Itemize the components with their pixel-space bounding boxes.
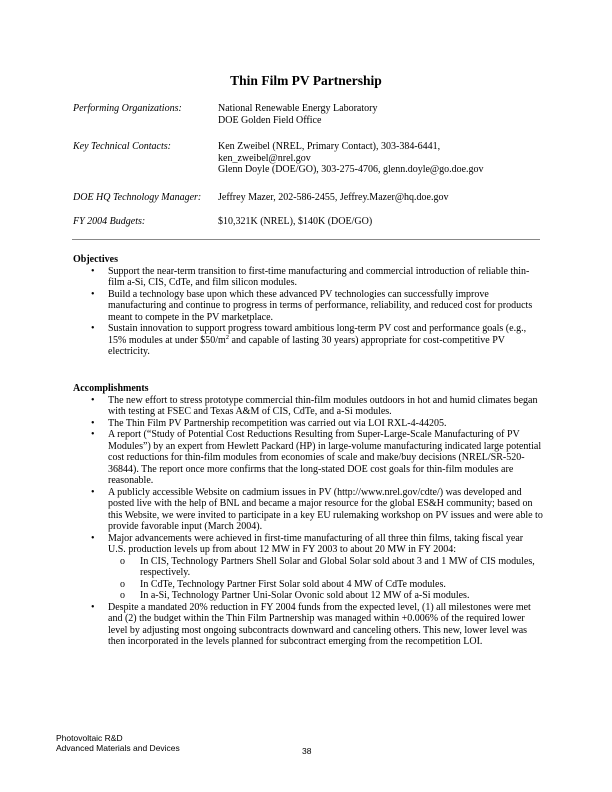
bullet-icon: • <box>91 486 95 498</box>
contacts-value <box>218 141 484 176</box>
objective-text-before: Sustain innovation to support progress toward ambitious long-term PV cost and performance goals (e.g., 15% modules at under $50/m <box>108 323 527 346</box>
accomplishment-item <box>73 533 543 602</box>
footer <box>56 733 180 753</box>
bullet-icon: • <box>91 532 95 544</box>
sub-item <box>108 590 543 602</box>
accomplishment-text: The new effort to stress prototype commercial thin-film modules outdoors in hot and humid climates began with testing at FSEC and Texas A&M of CIS, CdTe, and a-Si modules. <box>108 394 538 417</box>
bullet-icon: • <box>91 601 95 613</box>
accomplishment-item <box>73 487 543 533</box>
objective-item <box>73 289 543 324</box>
performing-organizations <box>73 103 543 127</box>
sub-bullet-icon: o <box>120 555 125 567</box>
accomplishment-item <box>73 429 543 487</box>
accomplishment-text: A publicly accessible Website on cadmium issues in PV (http://www.nrel.gov/cdte/) was developed and posted live with the help of BNL and became a major resource for the global ES&H community; based on this Website, we were invited to participate in a key EU rulemaking workshop on PV issues and were able to provide favorable input (March 2004). <box>108 486 543 532</box>
accomplishments-section <box>73 383 543 648</box>
page-number: 38 <box>302 746 312 756</box>
sub-bullet-icon: o <box>120 590 125 601</box>
accomplishment-text: The Thin Film PV Partnership recompetition was carried out via LOI RXL-4-44205. <box>108 417 447 429</box>
header-divider <box>72 239 540 240</box>
bullet-icon: • <box>91 417 95 429</box>
sub-item <box>108 579 543 591</box>
objective-item <box>73 266 543 289</box>
page-title: Thin Film PV Partnership <box>230 73 382 88</box>
accomplishment-item <box>73 418 543 430</box>
sub-item-text: In a-Si, Technology Partner Uni-Solar Ovonic sold about 12 MW of a-Si modules. <box>140 590 470 601</box>
bullet-icon: • <box>91 288 95 300</box>
sub-bullet-icon: o <box>120 578 125 590</box>
superscript: 2 <box>225 333 230 341</box>
accomplishment-text: Major advancements were achieved in first-time manufacturing of all three thin films, taking fiscal year U.S. production levels up from about 12 MW in FY 2003 to about 20 MW in FY 2004: <box>108 532 524 555</box>
objectives-heading: Objectives <box>73 254 118 265</box>
accomplishment-item <box>73 602 543 648</box>
fy2004-budgets <box>73 216 543 228</box>
contact-line: Ken Zweibel (NREL, Primary Contact), 303-384-6441, <box>218 141 441 152</box>
budgets-value: $10,321K (NREL), $140K (DOE/GO) <box>218 216 373 227</box>
objectives-section <box>73 254 543 358</box>
sub-item <box>108 556 543 579</box>
performing-label: Performing Organizations: <box>73 103 182 114</box>
budgets-label: FY 2004 Budgets: <box>73 216 146 227</box>
accomplishment-item <box>73 395 543 418</box>
footer-line: Photovoltaic R&D <box>56 733 123 743</box>
accomplishment-text: A report (“Study of Potential Cost Reductions Resulting from Super-Large-Scale Manufacturing of PV Modules”) by an expert from Hewlett Packard (HP) in large-volume manufacturing indicated large potential cost reductions for thin-film modules from economies of scale and make/buy decisions (NREL/SR-520-36844). The report once more confirms that the long-stated DOE cost goals for thin-film modules are reasonable. <box>108 429 542 486</box>
bullet-icon: • <box>91 429 95 440</box>
sub-item-text: In CIS, Technology Partners Shell Solar and Global Solar sold about 3 and 1 MW of CIS modules, respectively. <box>140 555 535 578</box>
objective-text-after: and capable of lasting 30 years) appropriate for cost-competitive PV electricity. <box>108 334 505 357</box>
manager-label: DOE HQ Technology Manager: <box>73 192 202 203</box>
objective-text: Support the near-term transition to first-time manufacturing and commercial introduction of reliable thin-film a-Si, CIS, CdTe, and film silicon modules. <box>108 265 530 288</box>
objective-item <box>73 323 543 358</box>
accomplishments-heading: Accomplishments <box>73 383 149 394</box>
performing-line: National Renewable Energy Laboratory <box>218 103 378 114</box>
bullet-icon: • <box>91 323 95 334</box>
sub-item-text: In CdTe, Technology Partner First Solar sold about 4 MW of CdTe modules. <box>140 578 446 590</box>
manager-value: Jeffrey Mazer, 202-586-2455, Jeffrey.Mazer@hq.doe.gov <box>218 192 449 203</box>
objective-text: Build a technology base upon which these advanced PV technologies can successfully improve manufacturing and continue to progress in terms of performance, reliability, and reduced cost for products meant to compete in the PV marketplace. <box>108 288 533 323</box>
bullet-icon: • <box>91 394 95 406</box>
key-technical-contacts <box>73 141 543 177</box>
contact-line: ken_zweibel@nrel.gov <box>218 152 311 164</box>
bullet-icon: • <box>91 265 95 277</box>
footer-line: Advanced Materials and Devices <box>56 743 180 753</box>
performing-line: DOE Golden Field Office <box>218 114 322 126</box>
accomplishment-text: Despite a mandated 20% reduction in FY 2004 funds from the expected level, (1) all milestones were met and (2) the budget within the Thin Film Partnership was managed within +0.006% of the required lower level by adjusting most ongoing subcontracts downward and canceling others. This new, lower level was then incorporated in the levels planned for subcontract emerging from the recompetition LOI. <box>108 601 531 647</box>
performing-value <box>218 103 377 126</box>
contact-line: Glenn Doyle (DOE/GO), 303-275-4706, glenn.doyle@go.doe.gov <box>218 164 484 175</box>
contacts-label: Key Technical Contacts: <box>73 141 171 152</box>
doe-hq-manager <box>73 192 543 204</box>
